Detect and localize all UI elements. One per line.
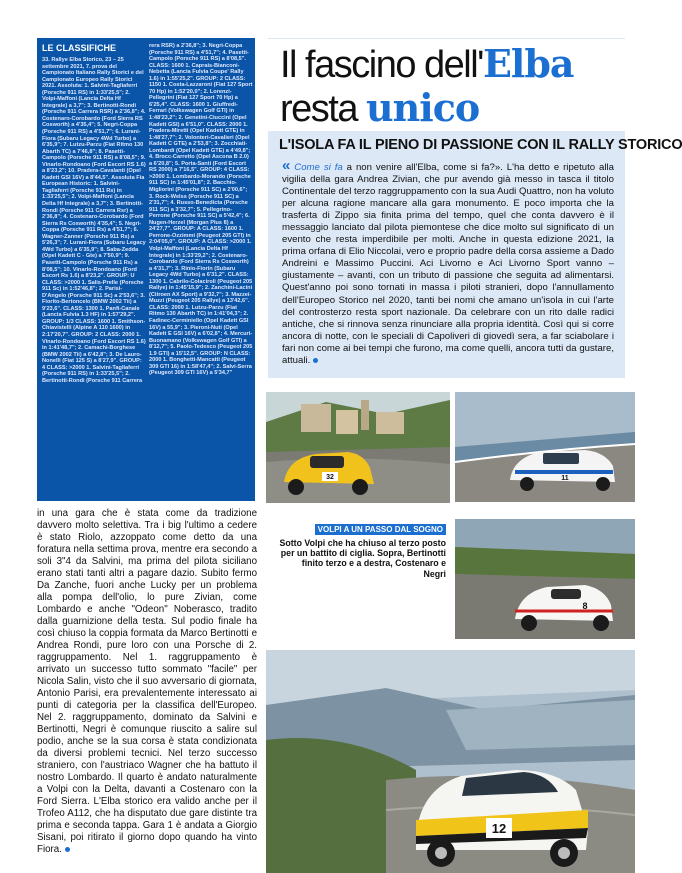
- caption-text: Sotto Volpi che ha chiuso al terzo posto per un battito di ciglia. Sopra, Bertinotti finito terzo e a destra, Costenaro e Negri: [279, 538, 446, 579]
- photo-caption: [277, 519, 446, 579]
- title-part-2: resta: [280, 88, 367, 130]
- delta-race-number: 12: [491, 821, 507, 836]
- caption-title: VOLPI A UN PASSO DAL SOGNO: [315, 524, 446, 535]
- title-accent-1: Elba: [482, 41, 574, 86]
- intro-paragraph: [282, 157, 614, 367]
- photo-ford-sierra: [455, 392, 635, 502]
- classifiche-text-2: rera RSR) a 2'36,8"; 3. Negri-Coppa (Porsche 911 RS) a 4'51,7"; 4. Pasetti-Campolo (Porsche 911 RS) a 8'08,5". CLASS: 1600 1. Caprais-Bianconi-Nebetta (Lancia Fulvia Coupe' Rally 1.6) in 1:55'25,2". GROUP: 2 CLASS: 1150 1. Costa-Lazzaroni (Fiat 127 Sport 70 Hp) in 1:52'20,0"; 2. Lorenzi-Pellegrini (Fiat 127 Sport 70 Hp) a 6'25,4". CLASS: 1600 1. Giuffredi-Ferrari (Volkswagen Golf GTI) in 1:48'23,2"; 2. Genetini-Ciuccini (Opel Kadett GSI) a 6'51,0". CLASS: 2000 1. Pradera-Miretti (Opel Kadett GTE) in 1:48'27,7"; 2. Volonteri-Cavalieri (Opel Kadett C GTE) a 2'53,8"; 3. Zocchiati-Lombardi (Opel Kadett GTE) a 4'49,8"; 4. Brocc-Carretto (Opel Ascona B 2.0) a 6'20,8"; 5. Porta-Santi (Ford Escort RS 2000) a 7'16,5". GROUP: 4 CLASS: >2000 1. Lombardo-Morando (Porsche 911 SC) in 1:45'01,8"; 2. Bacchio-Migliorini (Porsche 911 SC) a 2'00,6"; 3. Rock-Welss (Porsche 911 SC) a 2'31,7"; 4. Russo-Benedicta (Porsche 911 SC) a 3'32,7"; 5. Pellegrino-Perrone (Porsche 911 SC) a 5'42,4"; 6. Nugen-Herzel (Morgan Plus 8) a 24'27,7". GROUP: A CLASS: 1600 1. Perrone-Ozzimmi (Peugeot 205 GTI) in 2:04'05,0". GROUP: A CLASS: >2000 1. Volpi-Maffoni (Lancia Delta Hf Integrale) in 1:33'29,2"; 2. Costenaro-Corobardo (Ford Sierra Rs Cosworth) a 4'31,7"; 3. Rinio-Fiorin (Subaru Legacy 4Wd Turbo) a 6'31,2". CLASS: 1300 1. Cabrilo-Colaciroli (Peugeot 205 Rallye) in 1:45'15,9"; 2. Zanchini-Lacini (Citroen AX Sport) a 9'32,7"; 3. Mazzei-Muzzi (Peugeot 205 Rallye) a 13'42,6". CLASS: 2000 1. Lutzu-Parzu (Fiat Ritmo 130 Abarth TC) in 1:41'04,3"; 2. Fadinec-Cerminiello (Opel Kadett GSI 16V) a 55,9"; 3. Pieroni-Nuti (Opel Kadett E GSI 16V) a 6'02,8"; 4. Mercuri-Buonamano (Volkswagen Golf GTI) a 8'12,7"; 5. Paolo-Tedesco (Peugeot 205 1.9 GTI) a 15'12,5". GROUP: N CLASS: 2000 1. Bonghetti-Mancatti (Peugeot 309 GTI 16) in 1:58'47,4"; 2. Salvi-Serra (Peugeot 309 GTI 16V) a 5'34,7": [149, 43, 253, 377]
- sierra-race-number: 11: [561, 475, 569, 482]
- photo-white-porsche-image: [455, 519, 635, 639]
- body-text: in una gara che è stata come da tradizione davvero molto selettiva. Tra i big l'ultimo a cedere è stato Riolo, azzoppato come detto da una foratura nella settima prova, mentre era secondo a soli 3"4 da Salvini, ma prima del pilota siciliano erano stati tanti altri a pagare dazio. Subito fermo Da Zanche, fuori anche Lucky per un problema alla pompa dell'olio, lo pure Zivian, come Lombardo e anche "Odeon" Noberasco, tradito dalla guarnizione della testa. Sul podio finale ha così chiuso la coppia formata da Marco Bertinotti e Andrea Rondi, pure loro con una Porsche di 2. raggruppamento. Nel 1. raggruppamento è arrivato un successo tutto sommato "facile" per Nicola Salin, visto che il suo avversario di giornata, Antonio Parisi, era prevalentemente interessato ai punti di categoria per la classifica dell'Europeo. Nel 2. raggruppamento, dominato da Salvini e Bertinotti, Negri è comunque riuscito a salire sul podio, anche se la sua corsa è stata condizionata da diversi problemi tecnici. Nel terzo successo straniero, con l'austriaco Wagner che ha battuto il nostro Lombardo. Il quarto è andato naturalmente a Volpi con la Delta, davanti a Costenaro con la Ford Sierra. L'Elba storico era valido anche per il Trofeo A112, che ha disputato due gare distinte tra prima e seconda tappa. Gara 1 è andata a Giorgio Sisani, poi ritirato il giorno dopo quando ha vinto Fiora.: [37, 508, 257, 856]
- end-mark-icon: [313, 358, 318, 363]
- porsche-race-number: 32: [326, 474, 334, 481]
- classifiche-box: [37, 38, 255, 501]
- intro-text: a non venire all'Elba, come si fa?». L'ha detto e ripetuto alla vigilia della gara Andrea Zivian, che pur avendo già messo in tasca il titolo Continentale del terzo raggruppamento con la sua Audi Quattro, non ha voluto per alcuna ragione mancare alla gara monumento. E poco importa che la trasferta di Zippo sia finita prima del tempo, quel che conta davvero è il messaggio lanciato dal pilota piemontese che dice molto sul significato di un evento che resta imperdibile per molti. Anche in questa edizione 2021, la prima orfana di Elio Niccolai, vero e proprio padre della corsa assieme a Dado Andreini e Massimo Puccini. Aci Livorno e Aci Livorno Sport vanno – giustamente – avanti, con un tributo di passione che seguita ad alimentarsi. Quest'anno poi sono tornati in massa i piloti stranieri, dopo l'annullamento dell'Europeo Storico nel 2020, tanti bei nomi che amano un'isola in cui l'arte del controsterzo resta sport nazionale. Da celebrare con un rito dalle radici antiche, che si rinnova senza rinunciare alla propria identità. Così qui si corre ancora di notte, con le speciali di Capoliveri di giovedì sera, a far sciabolare i fari non come ai bei tempi che furono, ma come quelli, ancora tutti da gustare, attuali.: [282, 162, 614, 366]
- photo-porsche-village: [266, 392, 450, 503]
- classifiche-title: LE CLASSIFICHE: [42, 43, 117, 53]
- photo-lancia-delta: [266, 650, 635, 873]
- classifiche-column-2: [149, 38, 253, 506]
- intro-lead: Come si fa: [294, 162, 343, 173]
- photo-white-porsche: [455, 519, 635, 639]
- body-end-mark-icon: [65, 847, 70, 852]
- photo-ford-sierra-image: [455, 392, 635, 502]
- title-part-1: Il fascino dell': [280, 44, 483, 86]
- classifiche-text-1: 33. Rallye Elba Storico, 23 – 25 settembre 2021, 7. prova del Campionato Italiano Rally Storici e del Campionato Europeo Rally Storici 2021. Assoluta: 1. Salvini-Tagliaferri (Porsche 911 RS) in 1:33'25,5"; 2. Volpi-Maffoni (Lancia Delta Hf Integrale) a 3,7"; 3. Bertinotti-Rondi (Porsche 911 Carrera RSR) a 2'36,8"; 4. Costenaro-Corobardo (Ford Sierra RS Cosworth) a 4'35,4"; 5. Negri-Coppa (Porsche 911 RS) a 4'51,7"; 6. Lurani-Fiora (Subaru Legacy 4Wd Turbo) a 6'35,9"; 7. Lutzu-Parzu (Fiat Ritmo 130 Abarth TC) a 7'46,8"; 8. Pasetti-Campolo (Porsche 911 RS) a 8'08,5"; 9. Vinarlo-Rondoano (Ford Escort RS 1.6) a 8'23,2"; 10. Pradera-Cavalanti (Opel Kadett GSI 16V) a 8'44,5". Assoluta Fia European Historic: 1. Salvini-Tagliaferri (Porsche 911 Rs) in 1:33'25,5"; 2. Volpi-Maffoni (Lancia Delta Hf Integrale) a 3,7"; 3. Bertinotti-Rondi (Porsche 911 Carrera Rsr) a 2'36,8"; 4. Costenaro-Corobardo (Ford Sierra Rs Cosworth) 4'35,4"; 5. Negri-Coppa (Porsche 911 Rs) a 4'51,7"; 6. Wagner-Zanner (Porsche 911 Rs) a 5'26,3"; 7. Lurani-Fiora (Subaru Legacy 4Wd Turbo) a 6'35,9"; 8. Saba-Zedda (Opel Kadett C - Gte) a 7'50,9"; 9. Pasetti-Campolo (Porsche 911 Rs) a 8'08,5"; 10. Vinarlo-Rondoano (Ford Escort Rs 1.6) a 8'23,2". GROUP: U CLASS: >2000 1. Salis-Prelle (Porsche 911 Sc) in 1:52'46,8"; 2. Parisi-D'Angelo (Porsche 911 Sc) a 2'53,6"; 3. Fiorito-Bertoncelo (BMW 2002 Tii) a 9'23,6". CLASS: 1300 1. Panfi-Canale (Lancia Fulvia 1.3 HF) in 1:57'29,2". GROUP: 1/3 CLASS: 1600 1. Smithson-Chiavistelli (Alpine A 110 1600) in 2:17'20,7". GROUP: 2 CLASS: 2000 1. Vinarlo-Rondoano (Ford Escort RS 1.6) in 1:41'48,7"; 2. Camachi-Borghese (BMW 2002 Tii) a 6'42,8"; 3. De Lauro-Nonelli (Fiat 125 S) a 8'27,9". GROUP: 4 CLASS: >2000 1. Salvini-Tagliaferri (Porsche 911 RS) in 1:33'25,5"; 2. Bertinotti-Rondi (Porsche 911 Carrera: [42, 57, 146, 384]
- title-accent-2: unico: [366, 85, 480, 130]
- title-line-1: [280, 41, 574, 87]
- classifiche-column-1: [42, 38, 146, 506]
- intro-box: [268, 131, 682, 378]
- photo-porsche-village-image: [266, 392, 450, 503]
- title-line-2: [280, 85, 479, 131]
- porsche2-race-number: 8: [582, 601, 588, 611]
- photo-lancia-delta-image: [266, 650, 635, 873]
- quote-open-mark: «: [282, 157, 291, 174]
- article-subtitle: L'ISOLA FA IL PIENO DI PASSIONE CON IL RALLY STORICO: [279, 137, 682, 153]
- article-title: [268, 38, 625, 132]
- article-body: [37, 508, 257, 856]
